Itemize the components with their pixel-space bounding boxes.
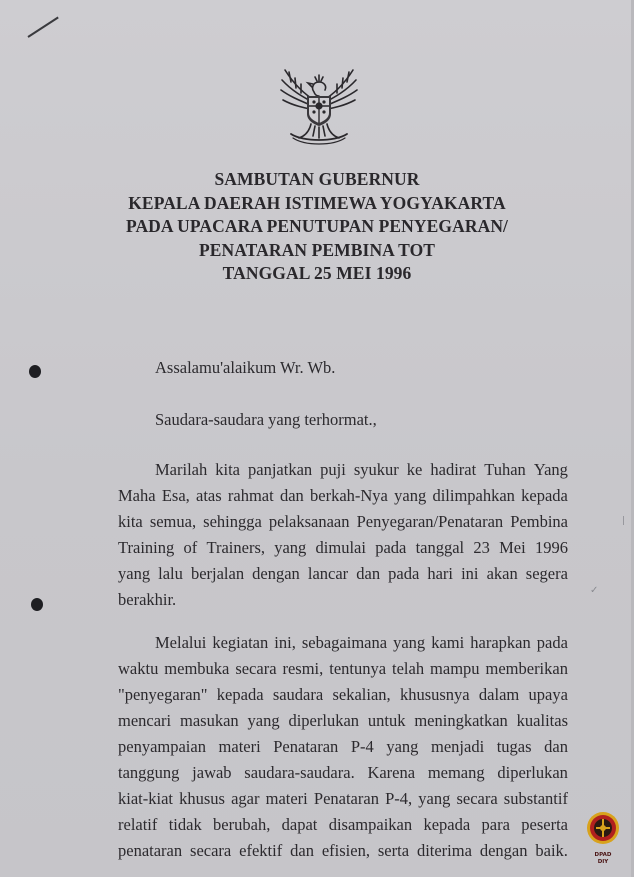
word: yang bbox=[386, 737, 419, 756]
word: saudara-saudara. bbox=[244, 763, 355, 782]
word: tidak bbox=[168, 815, 202, 834]
word: materi bbox=[218, 737, 261, 756]
word: ini, bbox=[274, 633, 296, 652]
paragraph-line bbox=[118, 656, 568, 682]
paragraph-line bbox=[118, 734, 568, 760]
word: Penataran bbox=[313, 789, 379, 808]
word: dimulai bbox=[315, 538, 366, 557]
word: tanggal bbox=[415, 538, 465, 557]
word: penyampaian bbox=[118, 737, 206, 756]
word: dapat bbox=[281, 815, 318, 834]
word: menjadi bbox=[431, 737, 485, 756]
word: tentunya bbox=[329, 659, 387, 678]
paragraph-line bbox=[118, 483, 568, 509]
word: P-4, bbox=[385, 789, 413, 808]
word: tanggung bbox=[118, 763, 180, 782]
word: efisien, bbox=[321, 841, 370, 860]
paragraph-line bbox=[118, 812, 568, 838]
word: dan bbox=[290, 841, 314, 860]
word: membuka bbox=[164, 659, 230, 678]
word: baik. bbox=[535, 841, 568, 860]
word: sehingga bbox=[203, 512, 262, 531]
paragraph-line bbox=[118, 561, 568, 587]
title-line: PENATARAN PEMBINA TOT bbox=[198, 239, 436, 260]
word: ini bbox=[461, 564, 479, 583]
word: secara bbox=[190, 841, 232, 860]
word: dengan bbox=[479, 841, 528, 860]
paragraph-line bbox=[118, 457, 568, 483]
word: pada bbox=[375, 538, 407, 557]
word: yang bbox=[418, 789, 451, 808]
word: kualitas bbox=[516, 711, 568, 730]
word: pelaksanaan bbox=[268, 512, 350, 531]
word: yang bbox=[247, 711, 280, 730]
word: meningkatkan bbox=[414, 711, 508, 730]
word: agar bbox=[231, 789, 260, 808]
word: disampaikan bbox=[328, 815, 413, 834]
word: kegiatan bbox=[212, 633, 269, 652]
word: pada bbox=[536, 633, 568, 652]
paragraph-line bbox=[118, 682, 568, 708]
word: Penyegaran/Penataran bbox=[356, 512, 504, 531]
salutation: Saudara-saudara yang terhormat., bbox=[155, 410, 377, 429]
word: waktu bbox=[118, 659, 159, 678]
word: lancar bbox=[307, 564, 349, 583]
word: hadirat bbox=[430, 460, 477, 479]
word: berubah, bbox=[213, 815, 271, 834]
word: upaya bbox=[528, 685, 568, 704]
word: segera bbox=[525, 564, 568, 583]
word: 1996 bbox=[534, 538, 568, 557]
stamp-label-line: DIY bbox=[597, 859, 609, 865]
margin-tick-mark: | bbox=[622, 516, 626, 526]
word: syukur bbox=[353, 460, 399, 479]
word: khususnya bbox=[399, 685, 470, 704]
word: diperlukan bbox=[288, 711, 360, 730]
word: kita bbox=[118, 512, 143, 531]
title-line: PADA UPACARA PENUTUPAN PENYEGARAN/ bbox=[125, 216, 509, 236]
word: efektif bbox=[239, 841, 283, 860]
word: Karena bbox=[367, 763, 416, 782]
word: substantif bbox=[503, 789, 568, 808]
word: dengan bbox=[252, 564, 300, 583]
word: berjalan bbox=[190, 564, 245, 583]
word: yang bbox=[274, 538, 307, 557]
word: diterima bbox=[416, 841, 472, 860]
paragraph-line bbox=[118, 760, 568, 786]
word: hari bbox=[427, 564, 454, 583]
speech-title bbox=[120, 168, 514, 286]
word: resmi, bbox=[282, 659, 324, 678]
word: jawab bbox=[192, 763, 232, 782]
word: Yang bbox=[533, 460, 568, 479]
word: kepada bbox=[521, 486, 568, 505]
paragraph-line bbox=[118, 786, 568, 812]
word: dilimpahkan bbox=[432, 486, 515, 505]
stamp-label-line: DPAD bbox=[594, 852, 612, 858]
paragraph-line bbox=[118, 509, 568, 535]
word: serta bbox=[377, 841, 410, 860]
word: Melalui bbox=[155, 633, 207, 652]
word: lalu bbox=[158, 564, 183, 583]
stamp-label bbox=[587, 852, 619, 866]
word: materi bbox=[265, 789, 308, 808]
word: diperlukan bbox=[497, 763, 568, 782]
word: yang bbox=[393, 633, 426, 652]
word: relatif bbox=[118, 815, 158, 834]
word: Esa, bbox=[161, 486, 190, 505]
word: kepada bbox=[216, 685, 264, 704]
word: pada bbox=[388, 564, 420, 583]
paragraph-line: berakhir. bbox=[118, 590, 177, 609]
paragraph-line bbox=[118, 535, 568, 561]
word: memberikan bbox=[485, 659, 568, 678]
pen-mark bbox=[27, 17, 58, 38]
word: of bbox=[183, 538, 198, 557]
title-line: KEPALA DAERAH ISTIMEWA YOGYAKARTA bbox=[128, 192, 506, 213]
title-line: SAMBUTAN GUBERNUR bbox=[214, 169, 420, 189]
paragraph-line bbox=[118, 630, 568, 656]
word: saudara bbox=[272, 685, 324, 704]
title-line: TANGGAL 25 MEI 1996 bbox=[222, 263, 412, 283]
word: masukan bbox=[180, 711, 239, 730]
word: dan bbox=[356, 564, 381, 583]
word: semua, bbox=[149, 512, 197, 531]
word: akan bbox=[486, 564, 518, 583]
word: peserta bbox=[521, 815, 568, 834]
word: penataran bbox=[118, 841, 183, 860]
word: sekalian, bbox=[332, 685, 391, 704]
word: Mei bbox=[499, 538, 526, 557]
word: dan bbox=[544, 737, 568, 756]
word: dalam bbox=[478, 685, 520, 704]
word: Trainers, bbox=[206, 538, 265, 557]
word: harapkan bbox=[470, 633, 531, 652]
word: panjatkan bbox=[248, 460, 313, 479]
word: ke bbox=[406, 460, 423, 479]
word: Maha bbox=[118, 486, 156, 505]
paragraph-line bbox=[118, 838, 568, 864]
word: untuk bbox=[367, 711, 406, 730]
paragraph-2 bbox=[118, 630, 568, 864]
word: Pembina bbox=[510, 512, 568, 531]
word: Tuhan bbox=[484, 460, 526, 479]
greeting: Assalamu'alaikum Wr. Wb. bbox=[155, 358, 336, 377]
word: kiat-kiat bbox=[118, 789, 173, 808]
punch-hole bbox=[31, 598, 43, 611]
word: secara bbox=[456, 789, 498, 808]
word: atas bbox=[196, 486, 222, 505]
word: secara bbox=[235, 659, 277, 678]
margin-tick-mark: ✓ bbox=[590, 585, 599, 596]
word: Penataran bbox=[273, 737, 339, 756]
word: dan bbox=[279, 486, 304, 505]
paragraph-line bbox=[118, 708, 568, 734]
word: khusus bbox=[179, 789, 225, 808]
word: tugas bbox=[496, 737, 532, 756]
word: yang bbox=[394, 486, 427, 505]
garuda-emblem-icon bbox=[277, 62, 361, 148]
word: berkah-Nya bbox=[310, 486, 388, 505]
word: "penyegaran" bbox=[118, 685, 208, 704]
punch-hole bbox=[29, 365, 41, 378]
word: 23 bbox=[473, 538, 490, 557]
paragraph-1 bbox=[118, 457, 568, 613]
word: kami bbox=[431, 633, 465, 652]
word: rahmat bbox=[227, 486, 274, 505]
word: memang bbox=[427, 763, 485, 782]
word: Training bbox=[118, 538, 175, 557]
word: para bbox=[481, 815, 510, 834]
word: telah bbox=[392, 659, 425, 678]
word: puji bbox=[320, 460, 346, 479]
word: mampu bbox=[430, 659, 480, 678]
word: kepada bbox=[423, 815, 471, 834]
word: mencari bbox=[118, 711, 172, 730]
word: yang bbox=[118, 564, 151, 583]
word: P-4 bbox=[350, 737, 374, 756]
word: kita bbox=[215, 460, 240, 479]
word: sebagaimana bbox=[301, 633, 388, 652]
word: Marilah bbox=[155, 460, 208, 479]
